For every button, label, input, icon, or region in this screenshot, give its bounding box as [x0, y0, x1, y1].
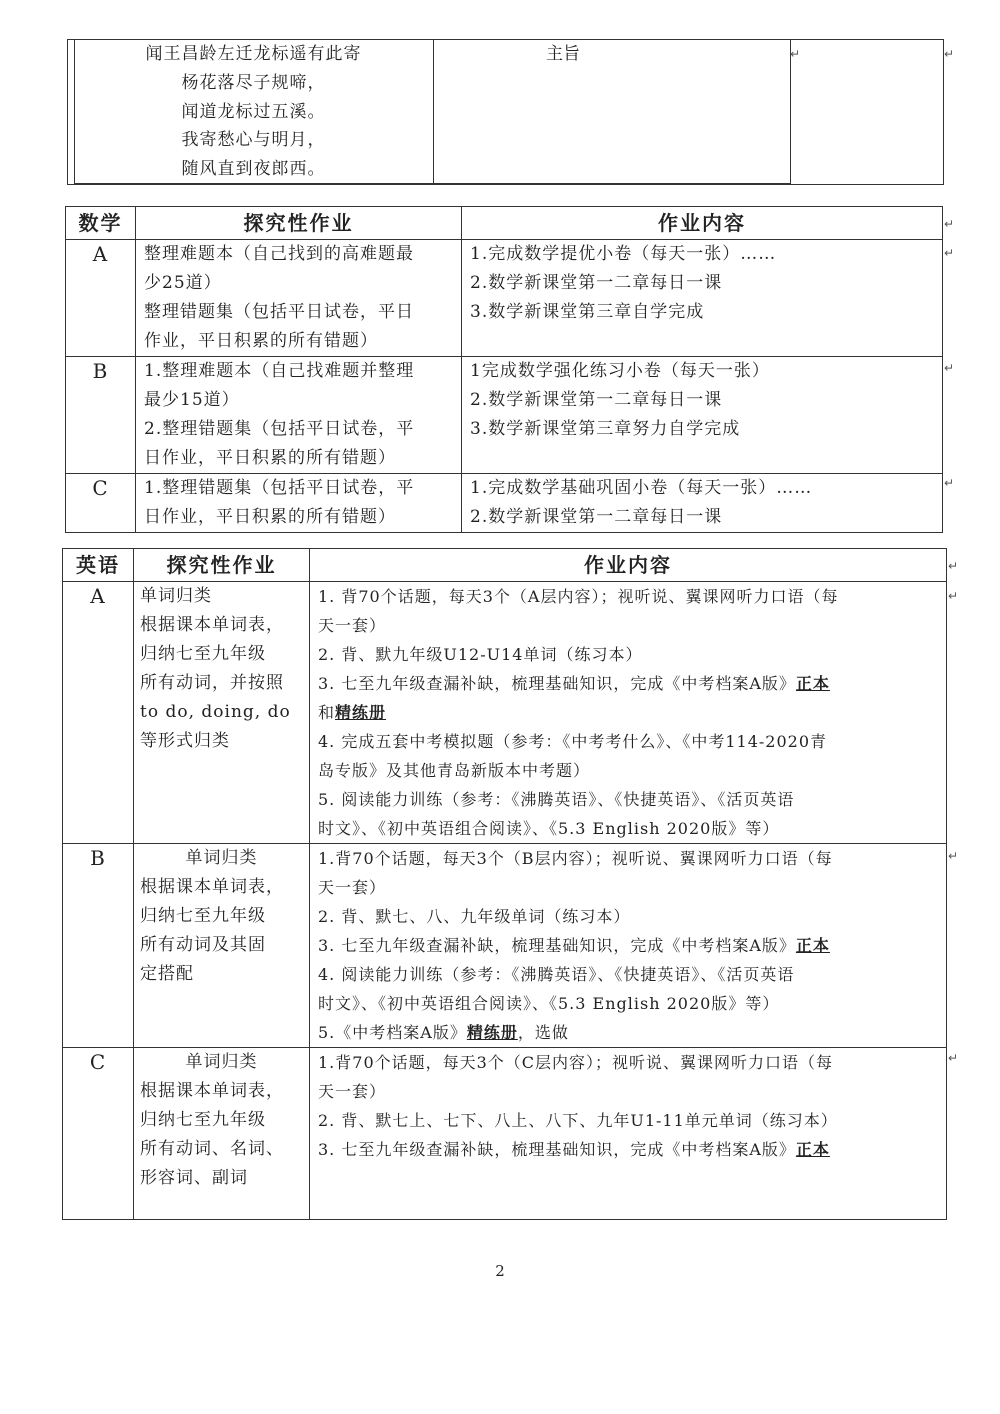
- text-line: [318, 1135, 938, 1164]
- cell-end-mark: ↵: [948, 559, 959, 573]
- math-content-c: [462, 474, 943, 533]
- text-line: 所有动词、名词、: [140, 1139, 284, 1159]
- text-line: [318, 698, 938, 727]
- math-table: [65, 206, 943, 533]
- text-line: 日作业，平日积累的所有错题）: [144, 507, 396, 527]
- text-line: 3.数学新课堂第三章努力自学完成: [470, 419, 741, 439]
- text-line: 单词归类: [185, 1052, 258, 1072]
- english-inquiry-a: [134, 582, 310, 844]
- poem-line: 随风直到夜郎西。: [181, 158, 326, 179]
- text-line: 归纳七至九年级: [140, 1110, 266, 1130]
- math-inquiry-header: 探究性作业: [136, 207, 462, 240]
- underlined-term: 正本: [795, 936, 830, 955]
- text-line: 归纳七至九年级: [140, 906, 266, 926]
- text-line: 少25道）: [144, 273, 222, 293]
- text-fragment: 和: [318, 703, 336, 722]
- text-line: 时文》、《初中英语组合阅读》、《5.3 English 2020版》等）: [318, 994, 780, 1013]
- text-line: [318, 669, 938, 698]
- text-line: 定搭配: [140, 964, 194, 984]
- text-line: 天一套）: [318, 1082, 387, 1101]
- english-content-a: [310, 582, 947, 844]
- text-line: 4. 阅读能力训练（参考：《沸腾英语》、《快捷英语》、《活页英语: [318, 965, 795, 984]
- text-line: 所有动词，并按照: [140, 673, 284, 693]
- text-line: 1完成数学强化练习小卷（每天一张）: [470, 361, 770, 381]
- text-line: 根据课本单词表，: [140, 615, 284, 635]
- english-subject-header: 英语: [63, 549, 134, 582]
- text-line: 2.数学新课堂第一二章每日一课: [470, 273, 723, 293]
- poem-line: 闻道龙标过五溪。: [181, 101, 326, 122]
- english-content-header: 作业内容: [310, 549, 947, 582]
- underlined-term: 精练册: [466, 1023, 518, 1042]
- text-line: 2.整理错题集（包括平日试卷，平: [144, 419, 415, 439]
- cell-end-mark: ↵: [944, 361, 955, 375]
- english-level-c: C: [63, 1048, 134, 1220]
- text-line: to do, doing, do: [140, 702, 291, 722]
- cell-end-mark: ↵: [948, 1051, 959, 1065]
- text-line: 2. 背、默九年级U12-U14单词（练习本）: [318, 645, 643, 664]
- text-line: 1. 背70个话题，每天3个（A层内容）；视听说、翼课网听力口语（每: [318, 587, 839, 606]
- math-level-a: A: [66, 240, 136, 357]
- text-line: 形容词、副词: [140, 1168, 248, 1188]
- poem-table: [67, 39, 944, 185]
- text-line: 1.完成数学基础巩固小卷（每天一张）……: [470, 478, 813, 498]
- text-line: 2.数学新课堂第一二章每日一课: [470, 390, 723, 410]
- text-line: 1.背70个话题，每天3个（C层内容）；视听说、翼课网听力口语（每: [318, 1053, 834, 1072]
- text-line: 天一套）: [318, 878, 387, 897]
- text-line: 4. 完成五套中考模拟题（参考：《中考考什么》、《中考114-2020青: [318, 732, 828, 751]
- text-line: 1.整理难题本（自己找难题并整理: [144, 361, 415, 381]
- poem-title: 闻王昌龄左迁龙标遥有此寄: [145, 44, 362, 64]
- english-inquiry-c: [134, 1048, 310, 1220]
- text-line: [318, 931, 938, 960]
- math-content-b: [462, 357, 943, 474]
- math-inquiry-c: [136, 474, 462, 533]
- math-inquiry-b: [136, 357, 462, 474]
- text-line: 2. 背、默七上、七下、八上、八下、九年U1-11单元单词（练习本）: [318, 1111, 838, 1130]
- text-line: 最少15道）: [144, 390, 240, 410]
- english-inquiry-b: [134, 844, 310, 1048]
- english-level-b: B: [63, 844, 134, 1048]
- text-line: 2. 背、默七、八、九年级单词（练习本）: [318, 907, 631, 926]
- text-line: 3.数学新课堂第三章自学完成: [470, 302, 705, 322]
- underlined-term: 正本: [795, 1140, 830, 1159]
- text-line: 等形式归类: [140, 731, 230, 751]
- text-line: 岛专版》及其他青岛新版本中考题）: [318, 761, 591, 780]
- text-line: 作业，平日积累的所有错题）: [144, 331, 378, 351]
- english-content-c: [310, 1048, 947, 1220]
- text-line: 1.完成数学提优小卷（每天一张）……: [470, 244, 777, 264]
- poem-line: 杨花落尽子规啼，: [181, 73, 326, 93]
- english-table: [62, 548, 947, 1220]
- math-content-header: 作业内容: [462, 207, 943, 240]
- underlined-term: 精练册: [335, 703, 387, 722]
- math-level-b: B: [66, 357, 136, 474]
- page-number: 2: [495, 1262, 505, 1280]
- text-line: [318, 1018, 938, 1047]
- cell-end-mark: ↵: [790, 47, 801, 61]
- theme-label: 主旨: [546, 44, 580, 64]
- text-fragment: ，选做: [517, 1023, 569, 1042]
- english-content-b: [310, 844, 947, 1048]
- text-line: 天一套）: [318, 616, 387, 635]
- underlined-term: 正本: [795, 674, 830, 693]
- cell-end-mark: ↵: [948, 589, 959, 603]
- text-line: 归纳七至九年级: [140, 644, 266, 664]
- text-line: 日作业，平日积累的所有错题）: [144, 448, 396, 468]
- text-line: 整理难题本（自己找到的高难题最: [144, 244, 414, 264]
- poem-cell: [74, 40, 433, 184]
- cell-end-mark: ↵: [944, 47, 955, 61]
- text-line: 根据课本单词表，: [140, 1081, 284, 1101]
- text-line: 1.整理错题集（包括平日试卷，平: [144, 478, 415, 498]
- text-line: 根据课本单词表，: [140, 877, 284, 897]
- text-line: 5. 阅读能力训练（参考：《沸腾英语》、《快捷英语》、《活页英语: [318, 790, 795, 809]
- cell-end-mark: ↵: [944, 476, 955, 490]
- text-line: 单词归类: [185, 848, 258, 868]
- english-inquiry-header: 探究性作业: [134, 549, 310, 582]
- english-level-a: A: [63, 582, 134, 844]
- text-line: 整理错题集（包括平日试卷，平日: [144, 302, 414, 322]
- math-level-c: C: [66, 474, 136, 533]
- poem-line: 我寄愁心与明月，: [181, 130, 326, 150]
- math-content-a: [462, 240, 943, 357]
- text-line: 时文》、《初中英语组合阅读》、《5.3 English 2020版》等）: [318, 819, 780, 838]
- text-line: 2.数学新课堂第一二章每日一课: [470, 507, 723, 527]
- math-inquiry-a: [136, 240, 462, 357]
- math-subject-header: 数学: [66, 207, 136, 240]
- cell-end-mark: ↵: [944, 217, 955, 231]
- cell-end-mark: ↵: [944, 246, 955, 260]
- cell-end-mark: ↵: [948, 849, 959, 863]
- text-fragment: 3. 七至九年级查漏补缺，梳理基础知识，完成《中考档案A版》: [318, 674, 796, 693]
- text-fragment: 3. 七至九年级查漏补缺，梳理基础知识，完成《中考档案A版》: [318, 1140, 796, 1159]
- text-fragment: 5.《中考档案A版》: [318, 1023, 467, 1042]
- text-line: 单词归类: [140, 586, 212, 606]
- text-fragment: 3. 七至九年级查漏补缺，梳理基础知识，完成《中考档案A版》: [318, 936, 796, 955]
- text-line: 1.背70个话题，每天3个（B层内容）；视听说、翼课网听力口语（每: [318, 849, 833, 868]
- text-line: 所有动词及其固: [140, 935, 266, 955]
